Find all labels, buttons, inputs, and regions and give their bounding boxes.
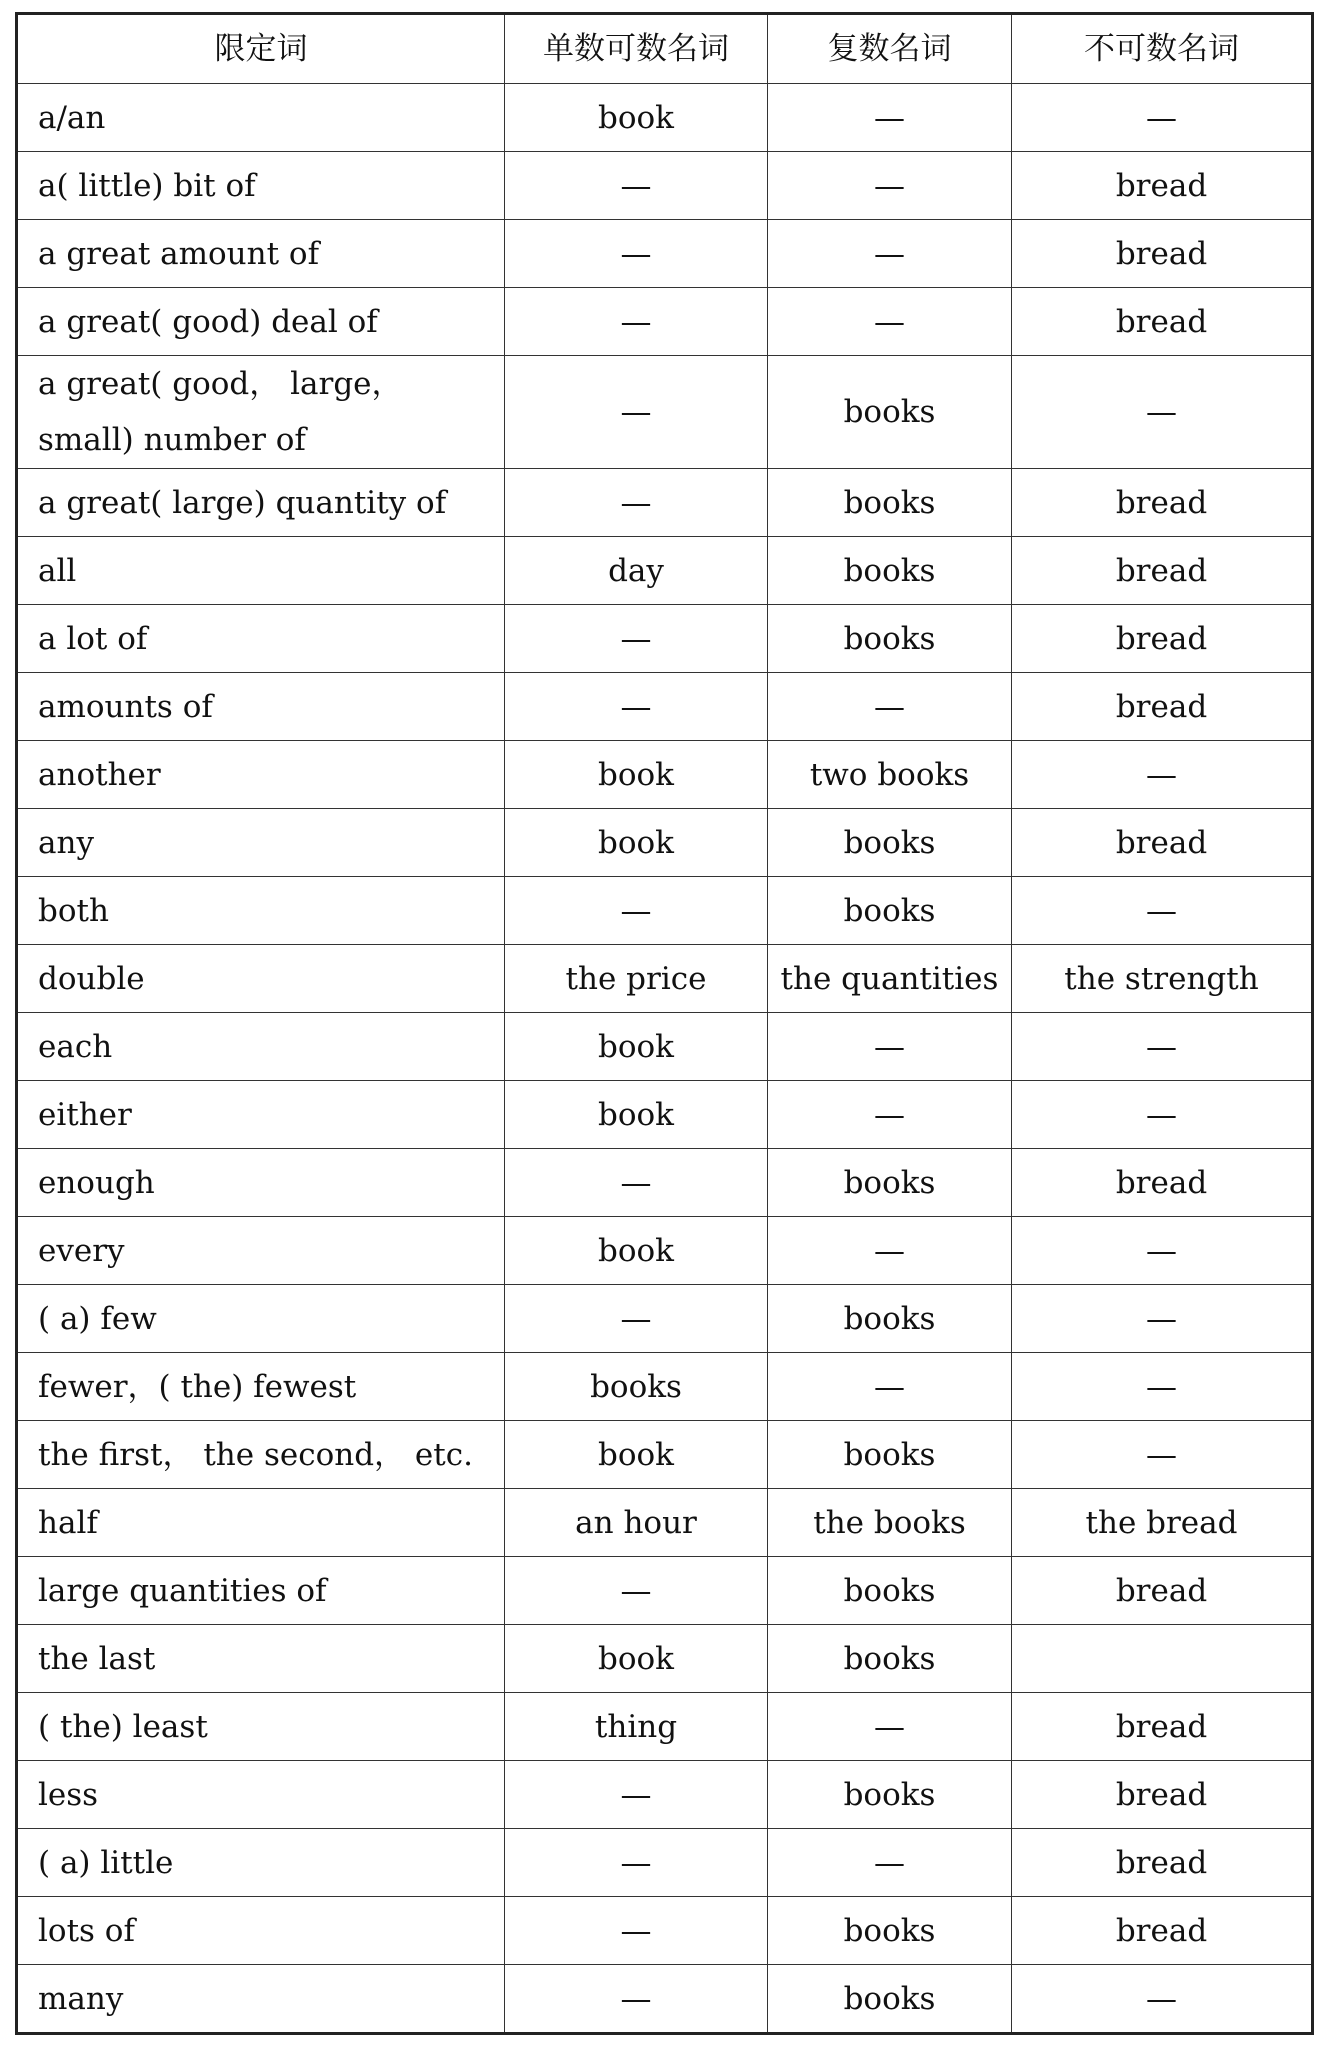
cell-uncountable: bread [1012, 469, 1313, 537]
table-row [17, 152, 1313, 220]
cell-singular-countable: — [505, 1829, 768, 1897]
cell-singular-countable: — [505, 1965, 768, 2034]
table-row [17, 1693, 1313, 1761]
cell-uncountable: bread [1012, 537, 1313, 605]
cell-uncountable: the bread [1012, 1489, 1313, 1557]
table-row [17, 1829, 1313, 1897]
cell-determiner: the first， the second， etc. [17, 1421, 505, 1489]
table-row [17, 220, 1313, 288]
cell-uncountable: bread [1012, 673, 1313, 741]
cell-determiner: many [17, 1965, 505, 2034]
cell-plural: books [768, 1149, 1012, 1217]
cell-determiner: each [17, 1013, 505, 1081]
table-row [17, 1489, 1313, 1557]
cell-uncountable: — [1012, 84, 1313, 152]
table-row [17, 877, 1313, 945]
cell-plural: — [768, 220, 1012, 288]
cell-determiner: a lot of [17, 605, 505, 673]
cell-plural: the books [768, 1489, 1012, 1557]
cell-plural: books [768, 1557, 1012, 1625]
cell-determiner: half [17, 1489, 505, 1557]
cell-uncountable: — [1012, 1013, 1313, 1081]
cell-singular-countable: — [505, 469, 768, 537]
table-row [17, 1285, 1313, 1353]
cell-uncountable: bread [1012, 1897, 1313, 1965]
cell-plural: books [768, 1285, 1012, 1353]
cell-singular-countable: book [505, 1081, 768, 1149]
cell-determiner: every [17, 1217, 505, 1285]
cell-plural: books [768, 1965, 1012, 2034]
table-row [17, 1149, 1313, 1217]
cell-plural: the quantities [768, 945, 1012, 1013]
cell-singular-countable: book [505, 1421, 768, 1489]
cell-singular-countable: — [505, 152, 768, 220]
cell-determiner: ( a) little [17, 1829, 505, 1897]
cell-uncountable: — [1012, 741, 1313, 809]
table-row [17, 1761, 1313, 1829]
cell-singular-countable: an hour [505, 1489, 768, 1557]
cell-plural: books [768, 537, 1012, 605]
cell-plural: books [768, 605, 1012, 673]
cell-determiner: less [17, 1761, 505, 1829]
cell-plural: — [768, 1829, 1012, 1897]
cell-uncountable: bread [1012, 1557, 1313, 1625]
table-row [17, 469, 1313, 537]
cell-plural: — [768, 288, 1012, 356]
cell-uncountable: bread [1012, 220, 1313, 288]
cell-uncountable: — [1012, 1217, 1313, 1285]
cell-determiner: a( little) bit of [17, 152, 505, 220]
cell-plural: — [768, 1217, 1012, 1285]
cell-determiner: fewer，( the) fewest [17, 1353, 505, 1421]
cell-plural: books [768, 1897, 1012, 1965]
cell-plural: books [768, 1421, 1012, 1489]
cell-uncountable: — [1012, 1285, 1313, 1353]
cell-determiner: all [17, 537, 505, 605]
table-row [17, 1013, 1313, 1081]
cell-singular-countable: book [505, 741, 768, 809]
table-body [17, 84, 1313, 2034]
cell-determiner: enough [17, 1149, 505, 1217]
cell-determiner: ( the) least [17, 1693, 505, 1761]
cell-uncountable: bread [1012, 1829, 1313, 1897]
cell-determiner: double [17, 945, 505, 1013]
cell-uncountable: bread [1012, 809, 1313, 877]
table-row [17, 1353, 1313, 1421]
cell-uncountable: — [1012, 1353, 1313, 1421]
table-row [17, 288, 1313, 356]
cell-uncountable: — [1012, 356, 1313, 469]
cell-singular-countable: — [505, 1557, 768, 1625]
cell-singular-countable: book [505, 1217, 768, 1285]
cell-plural: — [768, 1081, 1012, 1149]
table-row [17, 356, 1313, 469]
header-uncountable: 不可数名词 [1012, 14, 1313, 84]
table-row [17, 673, 1313, 741]
cell-singular-countable: — [505, 1761, 768, 1829]
cell-determiner: a great amount of [17, 220, 505, 288]
cell-singular-countable: book [505, 1013, 768, 1081]
cell-plural: two books [768, 741, 1012, 809]
table-row [17, 1625, 1313, 1693]
cell-singular-countable: book [505, 84, 768, 152]
cell-singular-countable: book [505, 809, 768, 877]
cell-plural: books [768, 469, 1012, 537]
header-row [17, 14, 1313, 84]
cell-singular-countable: — [505, 673, 768, 741]
table-row [17, 809, 1313, 877]
cell-uncountable: bread [1012, 152, 1313, 220]
cell-determiner: amounts of [17, 673, 505, 741]
cell-determiner: a great( good， large， small) number of [17, 356, 505, 469]
cell-uncountable: bread [1012, 1149, 1313, 1217]
cell-determiner: the last [17, 1625, 505, 1693]
cell-uncountable: the strength [1012, 945, 1313, 1013]
cell-singular-countable: the price [505, 945, 768, 1013]
cell-singular-countable: — [505, 220, 768, 288]
determiner-table [15, 12, 1314, 2035]
table-row [17, 1897, 1313, 1965]
cell-uncountable: — [1012, 1421, 1313, 1489]
cell-plural: books [768, 1761, 1012, 1829]
cell-determiner: ( a) few [17, 1285, 505, 1353]
cell-uncountable: — [1012, 1965, 1313, 2034]
cell-uncountable: — [1012, 1081, 1313, 1149]
cell-determiner: a great( large) quantity of [17, 469, 505, 537]
cell-plural: — [768, 152, 1012, 220]
cell-plural: books [768, 356, 1012, 469]
table-row [17, 537, 1313, 605]
cell-plural: — [768, 84, 1012, 152]
cell-determiner: both [17, 877, 505, 945]
cell-uncountable: bread [1012, 288, 1313, 356]
cell-uncountable: bread [1012, 1693, 1313, 1761]
cell-determiner: either [17, 1081, 505, 1149]
cell-singular-countable: — [505, 605, 768, 673]
cell-determiner: large quantities of [17, 1557, 505, 1625]
cell-plural: books [768, 1625, 1012, 1693]
table-row [17, 1965, 1313, 2034]
cell-plural: books [768, 877, 1012, 945]
table-row [17, 1217, 1313, 1285]
header-singular-countable: 单数可数名词 [505, 14, 768, 84]
cell-determiner: any [17, 809, 505, 877]
table-row [17, 605, 1313, 673]
table-row [17, 84, 1313, 152]
cell-plural: — [768, 1353, 1012, 1421]
cell-uncountable: bread [1012, 605, 1313, 673]
cell-plural: — [768, 673, 1012, 741]
cell-singular-countable: — [505, 1897, 768, 1965]
cell-singular-countable: book [505, 1625, 768, 1693]
cell-singular-countable: — [505, 356, 768, 469]
cell-singular-countable: — [505, 1285, 768, 1353]
table-row [17, 741, 1313, 809]
cell-singular-countable: — [505, 288, 768, 356]
cell-singular-countable: books [505, 1353, 768, 1421]
cell-determiner: lots of [17, 1897, 505, 1965]
cell-uncountable [1012, 1625, 1313, 1693]
cell-singular-countable: — [505, 877, 768, 945]
table-row [17, 1081, 1313, 1149]
cell-plural: — [768, 1693, 1012, 1761]
cell-determiner: another [17, 741, 505, 809]
cell-uncountable: bread [1012, 1761, 1313, 1829]
cell-singular-countable: day [505, 537, 768, 605]
header-determiner: 限定词 [17, 14, 505, 84]
cell-plural: — [768, 1013, 1012, 1081]
table-row [17, 1421, 1313, 1489]
cell-determiner: a/an [17, 84, 505, 152]
table-row [17, 1557, 1313, 1625]
cell-singular-countable: — [505, 1149, 768, 1217]
cell-singular-countable: thing [505, 1693, 768, 1761]
cell-plural: books [768, 809, 1012, 877]
header-plural: 复数名词 [768, 14, 1012, 84]
cell-determiner: a great( good) deal of [17, 288, 505, 356]
cell-uncountable: — [1012, 877, 1313, 945]
table-row [17, 945, 1313, 1013]
